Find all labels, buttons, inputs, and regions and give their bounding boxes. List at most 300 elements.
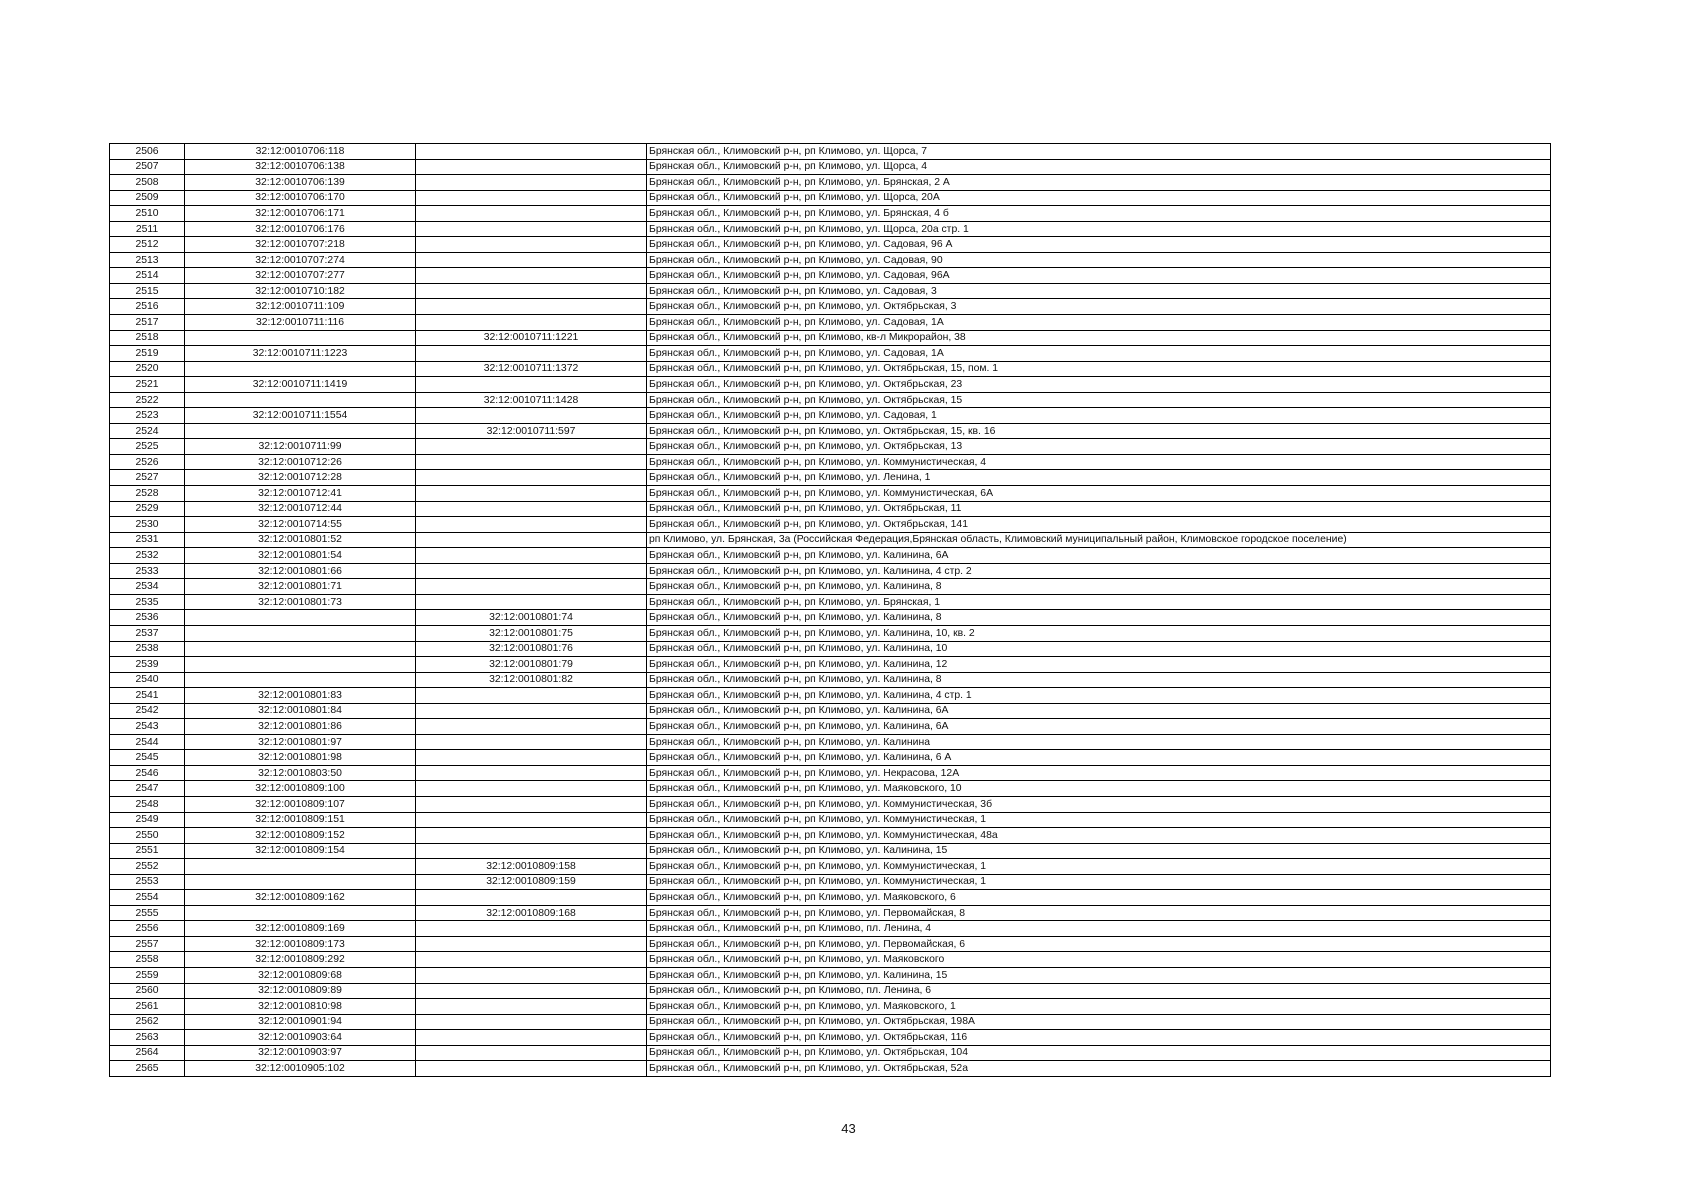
cadastral-number-alt-cell bbox=[416, 765, 647, 781]
cadastral-number-alt-cell bbox=[416, 796, 647, 812]
address-cell: Брянская обл., Климовский р-н, рп Климово, ул. Брянская, 2 А bbox=[647, 175, 1551, 191]
cadastral-number-cell: 32:12:0010809:169 bbox=[185, 921, 416, 937]
row-number-cell: 2542 bbox=[110, 703, 185, 719]
cadastral-number-alt-cell bbox=[416, 159, 647, 175]
table-row bbox=[110, 828, 1551, 844]
cadastral-number-cell: 32:12:0010801:71 bbox=[185, 579, 416, 595]
registry-table-body bbox=[110, 144, 1551, 1077]
address-cell: Брянская обл., Климовский р-н, рп Климово, ул. Садовая, 3 bbox=[647, 283, 1551, 299]
table-row bbox=[110, 750, 1551, 766]
cadastral-number-cell bbox=[185, 361, 416, 377]
cadastral-number-cell: 32:12:0010809:162 bbox=[185, 890, 416, 906]
cadastral-number-cell: 32:12:0010710:182 bbox=[185, 283, 416, 299]
address-cell: Брянская обл., Климовский р-н, рп Климово, ул. Калинина, 12 bbox=[647, 657, 1551, 673]
row-number-cell: 2516 bbox=[110, 299, 185, 315]
cadastral-number-alt-cell bbox=[416, 346, 647, 362]
table-row bbox=[110, 470, 1551, 486]
cadastral-number-cell: 32:12:0010707:277 bbox=[185, 268, 416, 284]
row-number-cell: 2538 bbox=[110, 641, 185, 657]
table-row bbox=[110, 765, 1551, 781]
table-row bbox=[110, 392, 1551, 408]
address-cell: Брянская обл., Климовский р-н, рп Климово, ул. Коммунистическая, 48а bbox=[647, 828, 1551, 844]
cadastral-number-alt-cell bbox=[416, 548, 647, 564]
address-cell: Брянская обл., Климовский р-н, рп Климово, ул. Калинина, 8 bbox=[647, 579, 1551, 595]
row-number-cell: 2541 bbox=[110, 688, 185, 704]
cadastral-number-cell: 32:12:0010809:107 bbox=[185, 796, 416, 812]
cadastral-number-cell: 32:12:0010905:102 bbox=[185, 1061, 416, 1077]
table-row bbox=[110, 346, 1551, 362]
cadastral-number-alt-cell bbox=[416, 439, 647, 455]
cadastral-number-cell: 32:12:0010706:176 bbox=[185, 221, 416, 237]
cadastral-number-alt-cell bbox=[416, 579, 647, 595]
cadastral-number-alt-cell bbox=[416, 999, 647, 1015]
table-row bbox=[110, 936, 1551, 952]
cadastral-number-alt-cell bbox=[416, 890, 647, 906]
row-number-cell: 2509 bbox=[110, 190, 185, 206]
table-row bbox=[110, 625, 1551, 641]
address-cell: рп Климово, ул. Брянская, 3а (Российская Федерация,Брянская область, Климовский муниципальный район, Климовское городское поселение) bbox=[647, 532, 1551, 548]
cadastral-number-cell bbox=[185, 330, 416, 346]
cadastral-number-cell: 32:12:0010711:109 bbox=[185, 299, 416, 315]
row-number-cell: 2534 bbox=[110, 579, 185, 595]
row-number-cell: 2549 bbox=[110, 812, 185, 828]
cadastral-number-alt-cell bbox=[416, 190, 647, 206]
address-cell: Брянская обл., Климовский р-н, рп Климово, ул. Садовая, 1А bbox=[647, 315, 1551, 331]
row-number-cell: 2518 bbox=[110, 330, 185, 346]
table-row bbox=[110, 190, 1551, 206]
cadastral-number-alt-cell: 32:12:0010801:76 bbox=[416, 641, 647, 657]
row-number-cell: 2527 bbox=[110, 470, 185, 486]
address-cell: Брянская обл., Климовский р-н, рп Климово, ул. Брянская, 4 б bbox=[647, 206, 1551, 222]
row-number-cell: 2552 bbox=[110, 859, 185, 875]
address-cell: Брянская обл., Климовский р-н, рп Климово, ул. Коммунистическая, 6А bbox=[647, 486, 1551, 502]
row-number-cell: 2555 bbox=[110, 905, 185, 921]
cadastral-number-cell: 32:12:0010809:151 bbox=[185, 812, 416, 828]
table-row bbox=[110, 315, 1551, 331]
row-number-cell: 2533 bbox=[110, 563, 185, 579]
address-cell: Брянская обл., Климовский р-н, рп Климово, ул. Садовая, 1 bbox=[647, 408, 1551, 424]
table-row bbox=[110, 1061, 1551, 1077]
page-number: 43 bbox=[841, 1121, 856, 1136]
table-row bbox=[110, 812, 1551, 828]
cadastral-number-alt-cell: 32:12:0010801:75 bbox=[416, 625, 647, 641]
cadastral-number-alt-cell bbox=[416, 563, 647, 579]
address-cell: Брянская обл., Климовский р-н, рп Климово, ул. Октябрьская, 15, пом. 1 bbox=[647, 361, 1551, 377]
table-row bbox=[110, 734, 1551, 750]
cadastral-number-cell: 32:12:0010801:97 bbox=[185, 734, 416, 750]
address-cell: Брянская обл., Климовский р-н, рп Климово, ул. Садовая, 1А bbox=[647, 346, 1551, 362]
cadastral-number-cell bbox=[185, 874, 416, 890]
cadastral-number-cell: 32:12:0010711:1554 bbox=[185, 408, 416, 424]
address-cell: Брянская обл., Климовский р-н, рп Климово, ул. Октябрьская, 198А bbox=[647, 1014, 1551, 1030]
address-cell: Брянская обл., Климовский р-н, рп Климово, ул. Октябрьская, 141 bbox=[647, 517, 1551, 533]
table-row bbox=[110, 1045, 1551, 1061]
cadastral-number-cell: 32:12:0010706:171 bbox=[185, 206, 416, 222]
address-cell: Брянская обл., Климовский р-н, рп Климово, ул. Некрасова, 12А bbox=[647, 765, 1551, 781]
row-number-cell: 2531 bbox=[110, 532, 185, 548]
cadastral-number-cell: 32:12:0010706:118 bbox=[185, 144, 416, 160]
cadastral-number-cell: 32:12:0010707:274 bbox=[185, 252, 416, 268]
cadastral-number-alt-cell bbox=[416, 1045, 647, 1061]
row-number-cell: 2560 bbox=[110, 983, 185, 999]
cadastral-number-alt-cell bbox=[416, 486, 647, 502]
row-number-cell: 2561 bbox=[110, 999, 185, 1015]
row-number-cell: 2539 bbox=[110, 657, 185, 673]
address-cell: Брянская обл., Климовский р-н, рп Климово, ул. Маяковского, 1 bbox=[647, 999, 1551, 1015]
row-number-cell: 2515 bbox=[110, 283, 185, 299]
cadastral-number-cell: 32:12:0010903:97 bbox=[185, 1045, 416, 1061]
address-cell: Брянская обл., Климовский р-н, рп Климово, ул. Калинина, 10 bbox=[647, 641, 1551, 657]
cadastral-number-cell: 32:12:0010809:154 bbox=[185, 843, 416, 859]
row-number-cell: 2558 bbox=[110, 952, 185, 968]
address-cell: Брянская обл., Климовский р-н, рп Климово, ул. Октябрьская, 3 bbox=[647, 299, 1551, 315]
row-number-cell: 2506 bbox=[110, 144, 185, 160]
row-number-cell: 2562 bbox=[110, 1014, 185, 1030]
address-cell: Брянская обл., Климовский р-н, рп Климово, ул. Калинина, 6А bbox=[647, 548, 1551, 564]
cadastral-number-cell: 32:12:0010809:292 bbox=[185, 952, 416, 968]
cadastral-number-cell: 32:12:0010711:1223 bbox=[185, 346, 416, 362]
table-row bbox=[110, 548, 1551, 564]
cadastral-number-alt-cell bbox=[416, 688, 647, 704]
table-row bbox=[110, 983, 1551, 999]
row-number-cell: 2512 bbox=[110, 237, 185, 253]
table-row bbox=[110, 688, 1551, 704]
table-row bbox=[110, 144, 1551, 160]
table-row bbox=[110, 237, 1551, 253]
cadastral-number-cell: 32:12:0010801:52 bbox=[185, 532, 416, 548]
row-number-cell: 2556 bbox=[110, 921, 185, 937]
row-number-cell: 2523 bbox=[110, 408, 185, 424]
row-number-cell: 2528 bbox=[110, 486, 185, 502]
cadastral-number-cell: 32:12:0010711:99 bbox=[185, 439, 416, 455]
cadastral-number-cell bbox=[185, 657, 416, 673]
cadastral-number-cell: 32:12:0010809:89 bbox=[185, 983, 416, 999]
address-cell: Брянская обл., Климовский р-н, рп Климово, ул. Калинина, 4 стр. 1 bbox=[647, 688, 1551, 704]
cadastral-number-cell: 32:12:0010711:1419 bbox=[185, 377, 416, 393]
cadastral-number-cell: 32:12:0010714:55 bbox=[185, 517, 416, 533]
table-row bbox=[110, 439, 1551, 455]
row-number-cell: 2565 bbox=[110, 1061, 185, 1077]
cadastral-number-alt-cell bbox=[416, 812, 647, 828]
cadastral-number-cell: 32:12:0010809:68 bbox=[185, 967, 416, 983]
address-cell: Брянская обл., Климовский р-н, рп Климово, ул. Садовая, 96 А bbox=[647, 237, 1551, 253]
cadastral-number-alt-cell bbox=[416, 967, 647, 983]
table-row bbox=[110, 796, 1551, 812]
cadastral-number-cell bbox=[185, 859, 416, 875]
cadastral-number-alt-cell bbox=[416, 501, 647, 517]
cadastral-number-cell: 32:12:0010706:170 bbox=[185, 190, 416, 206]
table-row bbox=[110, 299, 1551, 315]
table-row bbox=[110, 206, 1551, 222]
row-number-cell: 2563 bbox=[110, 1030, 185, 1046]
table-row bbox=[110, 532, 1551, 548]
address-cell: Брянская обл., Климовский р-н, рп Климово, пл. Ленина, 6 bbox=[647, 983, 1551, 999]
table-row bbox=[110, 1014, 1551, 1030]
cadastral-number-alt-cell bbox=[416, 750, 647, 766]
address-cell: Брянская обл., Климовский р-н, рп Климово, ул. Маяковского, 10 bbox=[647, 781, 1551, 797]
cadastral-number-alt-cell bbox=[416, 377, 647, 393]
cadastral-number-cell: 32:12:0010809:100 bbox=[185, 781, 416, 797]
row-number-cell: 2554 bbox=[110, 890, 185, 906]
cadastral-number-cell: 32:12:0010901:94 bbox=[185, 1014, 416, 1030]
cadastral-number-alt-cell bbox=[416, 1061, 647, 1077]
cadastral-number-alt-cell: 32:12:0010711:597 bbox=[416, 423, 647, 439]
address-cell: Брянская обл., Климовский р-н, рп Климово, ул. Щорса, 20а стр. 1 bbox=[647, 221, 1551, 237]
row-number-cell: 2519 bbox=[110, 346, 185, 362]
row-number-cell: 2526 bbox=[110, 454, 185, 470]
row-number-cell: 2550 bbox=[110, 828, 185, 844]
cadastral-number-alt-cell bbox=[416, 594, 647, 610]
table-row bbox=[110, 657, 1551, 673]
cadastral-number-alt-cell bbox=[416, 1030, 647, 1046]
row-number-cell: 2511 bbox=[110, 221, 185, 237]
table-row bbox=[110, 408, 1551, 424]
address-cell: Брянская обл., Климовский р-н, рп Климово, ул. Брянская, 1 bbox=[647, 594, 1551, 610]
address-cell: Брянская обл., Климовский р-н, рп Климово, ул. Октябрьская, 23 bbox=[647, 377, 1551, 393]
row-number-cell: 2557 bbox=[110, 936, 185, 952]
cadastral-number-cell: 32:12:0010801:83 bbox=[185, 688, 416, 704]
cadastral-number-cell bbox=[185, 392, 416, 408]
cadastral-number-cell bbox=[185, 610, 416, 626]
cadastral-number-alt-cell bbox=[416, 268, 647, 284]
row-number-cell: 2521 bbox=[110, 377, 185, 393]
cadastral-number-cell: 32:12:0010809:152 bbox=[185, 828, 416, 844]
cadastral-number-cell bbox=[185, 905, 416, 921]
cadastral-number-alt-cell: 32:12:0010801:79 bbox=[416, 657, 647, 673]
row-number-cell: 2508 bbox=[110, 175, 185, 191]
table-row bbox=[110, 843, 1551, 859]
row-number-cell: 2537 bbox=[110, 625, 185, 641]
cadastral-number-alt-cell: 32:12:0010801:82 bbox=[416, 672, 647, 688]
table-row bbox=[110, 967, 1551, 983]
table-row bbox=[110, 672, 1551, 688]
cadastral-number-alt-cell bbox=[416, 936, 647, 952]
row-number-cell: 2510 bbox=[110, 206, 185, 222]
table-row bbox=[110, 1030, 1551, 1046]
row-number-cell: 2559 bbox=[110, 967, 185, 983]
row-number-cell: 2564 bbox=[110, 1045, 185, 1061]
cadastral-number-alt-cell bbox=[416, 221, 647, 237]
row-number-cell: 2513 bbox=[110, 252, 185, 268]
cadastral-number-alt-cell: 32:12:0010809:159 bbox=[416, 874, 647, 890]
table-row bbox=[110, 781, 1551, 797]
row-number-cell: 2507 bbox=[110, 159, 185, 175]
address-cell: Брянская обл., Климовский р-н, рп Климово, ул. Октябрьская, 15 bbox=[647, 392, 1551, 408]
row-number-cell: 2532 bbox=[110, 548, 185, 564]
address-cell: Брянская обл., Климовский р-н, рп Климово, ул. Октябрьская, 15, кв. 16 bbox=[647, 423, 1551, 439]
table-row bbox=[110, 330, 1551, 346]
cadastral-number-cell: 32:12:0010810:98 bbox=[185, 999, 416, 1015]
cadastral-number-cell: 32:12:0010712:44 bbox=[185, 501, 416, 517]
row-number-cell: 2553 bbox=[110, 874, 185, 890]
cadastral-number-cell: 32:12:0010707:218 bbox=[185, 237, 416, 253]
table-row bbox=[110, 874, 1551, 890]
cadastral-number-cell: 32:12:0010903:64 bbox=[185, 1030, 416, 1046]
cadastral-number-alt-cell bbox=[416, 144, 647, 160]
table-row bbox=[110, 361, 1551, 377]
address-cell: Брянская обл., Климовский р-н, рп Климово, ул. Коммунистическая, 1 bbox=[647, 812, 1551, 828]
table-row bbox=[110, 377, 1551, 393]
cadastral-number-alt-cell: 32:12:0010711:1428 bbox=[416, 392, 647, 408]
cadastral-number-alt-cell bbox=[416, 175, 647, 191]
table-row bbox=[110, 999, 1551, 1015]
table-row bbox=[110, 719, 1551, 735]
cadastral-number-cell: 32:12:0010711:116 bbox=[185, 315, 416, 331]
address-cell: Брянская обл., Климовский р-н, рп Климово, ул. Первомайская, 6 bbox=[647, 936, 1551, 952]
table-row bbox=[110, 952, 1551, 968]
cadastral-number-alt-cell: 32:12:0010711:1372 bbox=[416, 361, 647, 377]
address-cell: Брянская обл., Климовский р-н, рп Климово, ул. Щорса, 20А bbox=[647, 190, 1551, 206]
cadastral-number-alt-cell bbox=[416, 734, 647, 750]
cadastral-number-alt-cell bbox=[416, 237, 647, 253]
cadastral-number-alt-cell bbox=[416, 781, 647, 797]
address-cell: Брянская обл., Климовский р-н, рп Климово, ул. Калинина bbox=[647, 734, 1551, 750]
registry-table-frame bbox=[109, 143, 1550, 1077]
address-cell: Брянская обл., Климовский р-н, рп Климово, ул. Коммунистическая, 3б bbox=[647, 796, 1551, 812]
row-number-cell: 2535 bbox=[110, 594, 185, 610]
cadastral-number-alt-cell: 32:12:0010809:158 bbox=[416, 859, 647, 875]
address-cell: Брянская обл., Климовский р-н, рп Климово, ул. Калинина, 4 стр. 2 bbox=[647, 563, 1551, 579]
table-row bbox=[110, 703, 1551, 719]
address-cell: Брянская обл., Климовский р-н, рп Климово, ул. Маяковского, 6 bbox=[647, 890, 1551, 906]
cadastral-number-cell: 32:12:0010809:173 bbox=[185, 936, 416, 952]
address-cell: Брянская обл., Климовский р-н, рп Климово, ул. Калинина, 10, кв. 2 bbox=[647, 625, 1551, 641]
cadastral-number-cell: 32:12:0010712:28 bbox=[185, 470, 416, 486]
address-cell: Брянская обл., Климовский р-н, рп Климово, ул. Октябрьская, 11 bbox=[647, 501, 1551, 517]
address-cell: Брянская обл., Климовский р-н, рп Климово, ул. Калинина, 8 bbox=[647, 672, 1551, 688]
address-cell: Брянская обл., Климовский р-н, рп Климово, ул. Коммунистическая, 1 bbox=[647, 859, 1551, 875]
address-cell: Брянская обл., Климовский р-н, рп Климово, ул. Садовая, 96А bbox=[647, 268, 1551, 284]
table-row bbox=[110, 905, 1551, 921]
address-cell: Брянская обл., Климовский р-н, рп Климово, пл. Ленина, 4 bbox=[647, 921, 1551, 937]
address-cell: Брянская обл., Климовский р-н, рп Климово, ул. Калинина, 6А bbox=[647, 719, 1551, 735]
cadastral-number-cell: 32:12:0010801:66 bbox=[185, 563, 416, 579]
cadastral-number-cell: 32:12:0010801:84 bbox=[185, 703, 416, 719]
cadastral-number-alt-cell bbox=[416, 206, 647, 222]
row-number-cell: 2530 bbox=[110, 517, 185, 533]
table-row bbox=[110, 175, 1551, 191]
row-number-cell: 2524 bbox=[110, 423, 185, 439]
row-number-cell: 2517 bbox=[110, 315, 185, 331]
row-number-cell: 2543 bbox=[110, 719, 185, 735]
row-number-cell: 2536 bbox=[110, 610, 185, 626]
cadastral-number-alt-cell: 32:12:0010809:168 bbox=[416, 905, 647, 921]
table-row bbox=[110, 486, 1551, 502]
address-cell: Брянская обл., Климовский р-н, рп Климово, ул. Октябрьская, 104 bbox=[647, 1045, 1551, 1061]
cadastral-number-alt-cell bbox=[416, 952, 647, 968]
table-row bbox=[110, 268, 1551, 284]
cadastral-number-alt-cell bbox=[416, 719, 647, 735]
cadastral-number-alt-cell bbox=[416, 517, 647, 533]
cadastral-number-cell: 32:12:0010712:26 bbox=[185, 454, 416, 470]
cadastral-number-cell: 32:12:0010803:50 bbox=[185, 765, 416, 781]
row-number-cell: 2544 bbox=[110, 734, 185, 750]
address-cell: Брянская обл., Климовский р-н, рп Климово, ул. Садовая, 90 bbox=[647, 252, 1551, 268]
table-row bbox=[110, 501, 1551, 517]
row-number-cell: 2522 bbox=[110, 392, 185, 408]
cadastral-number-alt-cell bbox=[416, 921, 647, 937]
cadastral-number-cell bbox=[185, 625, 416, 641]
cadastral-number-cell bbox=[185, 423, 416, 439]
cadastral-number-cell: 32:12:0010712:41 bbox=[185, 486, 416, 502]
cadastral-number-cell: 32:12:0010801:73 bbox=[185, 594, 416, 610]
cadastral-number-alt-cell bbox=[416, 408, 647, 424]
cadastral-number-alt-cell bbox=[416, 1014, 647, 1030]
cadastral-number-alt-cell bbox=[416, 315, 647, 331]
address-cell: Брянская обл., Климовский р-н, рп Климово, ул. Калинина, 6А bbox=[647, 703, 1551, 719]
cadastral-number-alt-cell bbox=[416, 283, 647, 299]
row-number-cell: 2547 bbox=[110, 781, 185, 797]
cadastral-number-alt-cell bbox=[416, 703, 647, 719]
address-cell: Брянская обл., Климовский р-н, рп Климово, ул. Маяковского bbox=[647, 952, 1551, 968]
cadastral-number-alt-cell bbox=[416, 299, 647, 315]
address-cell: Брянская обл., Климовский р-н, рп Климово, ул. Октябрьская, 13 bbox=[647, 439, 1551, 455]
cadastral-number-cell: 32:12:0010706:139 bbox=[185, 175, 416, 191]
row-number-cell: 2551 bbox=[110, 843, 185, 859]
cadastral-number-alt-cell bbox=[416, 532, 647, 548]
row-number-cell: 2540 bbox=[110, 672, 185, 688]
table-row bbox=[110, 641, 1551, 657]
table-row bbox=[110, 454, 1551, 470]
row-number-cell: 2548 bbox=[110, 796, 185, 812]
address-cell: Брянская обл., Климовский р-н, рп Климово, ул. Щорса, 4 bbox=[647, 159, 1551, 175]
table-row bbox=[110, 221, 1551, 237]
cadastral-number-alt-cell bbox=[416, 252, 647, 268]
address-cell: Брянская обл., Климовский р-н, рп Климово, ул. Коммунистическая, 1 bbox=[647, 874, 1551, 890]
table-row bbox=[110, 517, 1551, 533]
cadastral-number-alt-cell bbox=[416, 983, 647, 999]
cadastral-number-alt-cell: 32:12:0010801:74 bbox=[416, 610, 647, 626]
table-row bbox=[110, 579, 1551, 595]
cadastral-number-cell: 32:12:0010801:54 bbox=[185, 548, 416, 564]
cadastral-number-alt-cell bbox=[416, 843, 647, 859]
address-cell: Брянская обл., Климовский р-н, рп Климово, кв-л Микрорайон, 38 bbox=[647, 330, 1551, 346]
address-cell: Брянская обл., Климовский р-н, рп Климово, ул. Октябрьская, 116 bbox=[647, 1030, 1551, 1046]
table-row bbox=[110, 423, 1551, 439]
table-row bbox=[110, 594, 1551, 610]
cadastral-number-alt-cell bbox=[416, 454, 647, 470]
table-row bbox=[110, 610, 1551, 626]
row-number-cell: 2546 bbox=[110, 765, 185, 781]
address-cell: Брянская обл., Климовский р-н, рп Климово, ул. Коммунистическая, 4 bbox=[647, 454, 1551, 470]
cadastral-number-alt-cell bbox=[416, 828, 647, 844]
table-row bbox=[110, 283, 1551, 299]
row-number-cell: 2514 bbox=[110, 268, 185, 284]
cadastral-number-cell bbox=[185, 641, 416, 657]
table-row bbox=[110, 921, 1551, 937]
address-cell: Брянская обл., Климовский р-н, рп Климово, ул. Калинина, 8 bbox=[647, 610, 1551, 626]
address-cell: Брянская обл., Климовский р-н, рп Климово, ул. Калинина, 15 bbox=[647, 843, 1551, 859]
registry-table bbox=[109, 143, 1551, 1077]
address-cell: Брянская обл., Климовский р-н, рп Климово, ул. Калинина, 6 А bbox=[647, 750, 1551, 766]
cadastral-number-cell: 32:12:0010706:138 bbox=[185, 159, 416, 175]
address-cell: Брянская обл., Климовский р-н, рп Климово, ул. Ленина, 1 bbox=[647, 470, 1551, 486]
row-number-cell: 2529 bbox=[110, 501, 185, 517]
table-row bbox=[110, 563, 1551, 579]
table-row bbox=[110, 159, 1551, 175]
table-row bbox=[110, 859, 1551, 875]
row-number-cell: 2520 bbox=[110, 361, 185, 377]
cadastral-number-cell: 32:12:0010801:98 bbox=[185, 750, 416, 766]
cadastral-number-alt-cell bbox=[416, 470, 647, 486]
address-cell: Брянская обл., Климовский р-н, рп Климово, ул. Октябрьская, 52а bbox=[647, 1061, 1551, 1077]
address-cell: Брянская обл., Климовский р-н, рп Климово, ул. Калинина, 15 bbox=[647, 967, 1551, 983]
cadastral-number-cell bbox=[185, 672, 416, 688]
cadastral-number-cell: 32:12:0010801:86 bbox=[185, 719, 416, 735]
table-row bbox=[110, 252, 1551, 268]
row-number-cell: 2545 bbox=[110, 750, 185, 766]
table-row bbox=[110, 890, 1551, 906]
